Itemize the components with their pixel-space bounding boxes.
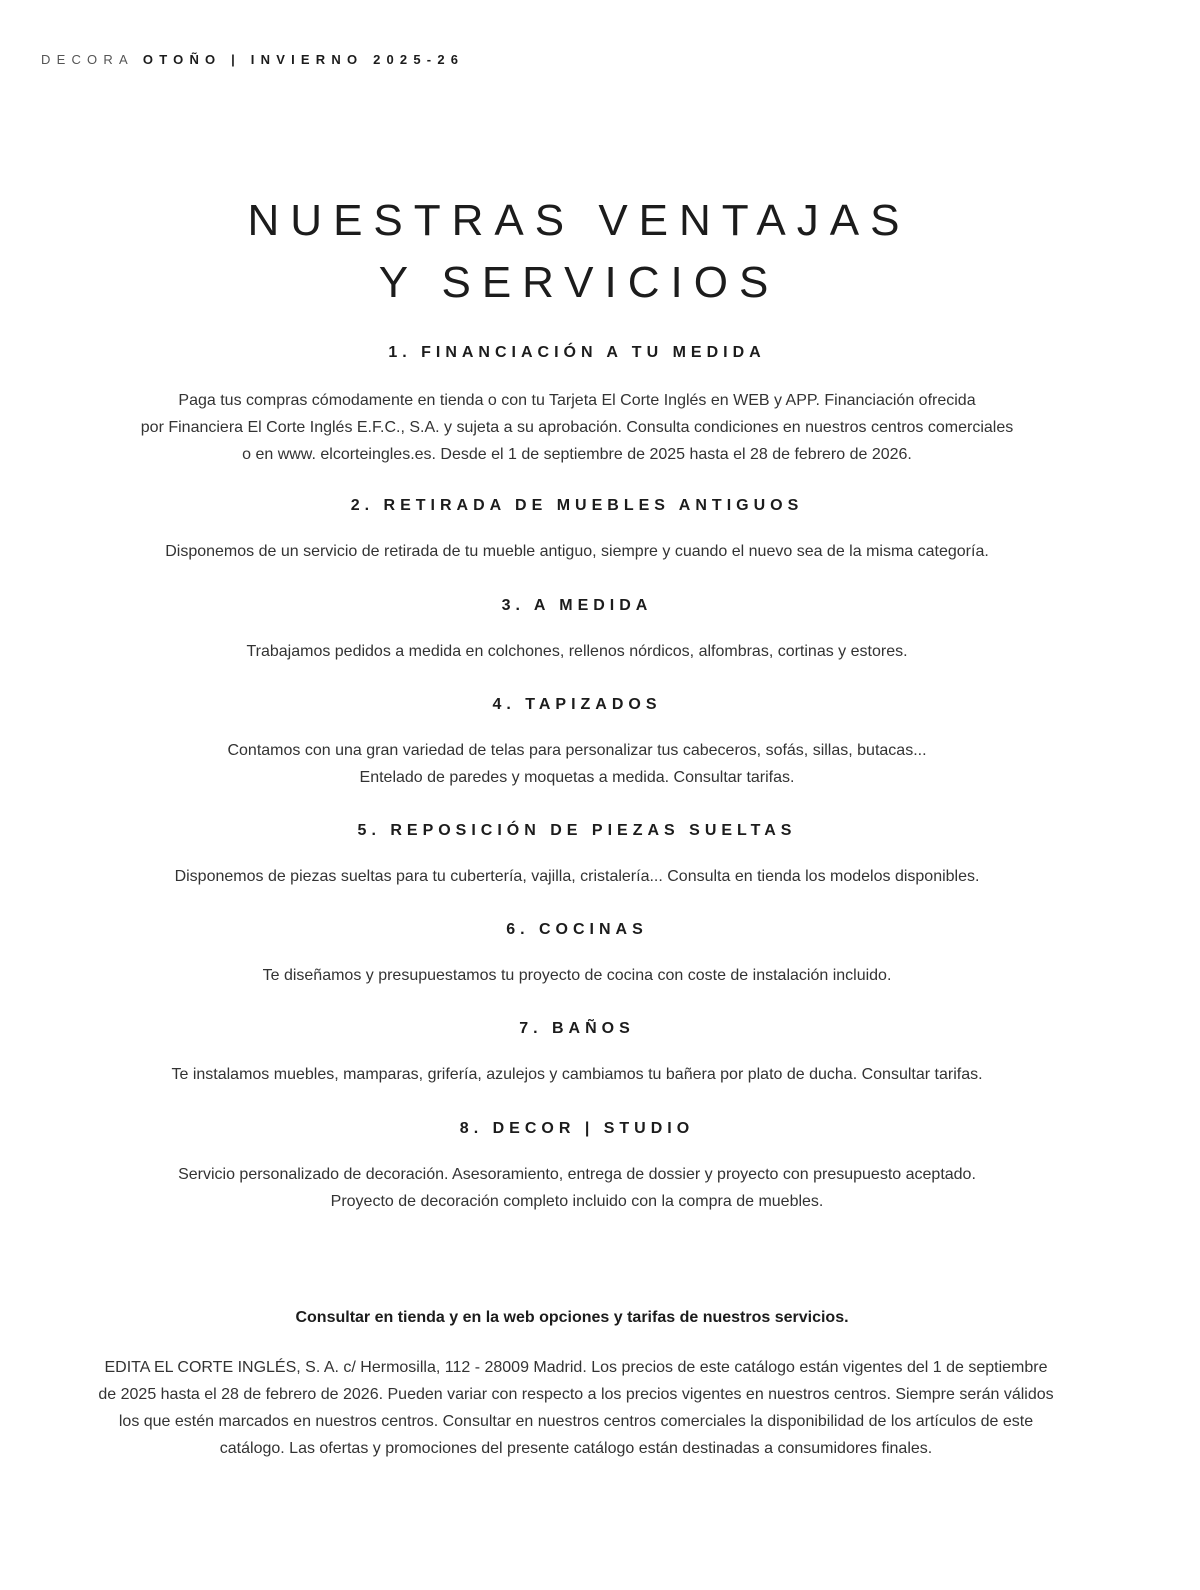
section-tapizados [0, 695, 1154, 791]
section-line: o en www. elcorteingles.es. Desde el 1 de septiembre de 2025 hasta el 28 de febrero de 2026. [242, 446, 912, 463]
section-body [0, 538, 1154, 565]
section-line: por Financiera El Corte Inglés E.F.C., S.A. y sujeta a su aprobación. Consulta condiciones en nuestros centros comerciales [140, 419, 1014, 436]
section-heading: 8. DECOR | STUDIO [459, 1120, 695, 1137]
section-line: Contamos con una gran variedad de telas para personalizar tus cabeceros, sofás, sillas, butacas... [227, 742, 927, 759]
section-line: Servicio personalizado de decoración. Asesoramiento, entrega de dossier y proyecto con presupuesto aceptado. [178, 1166, 976, 1183]
section-line: Trabajamos pedidos a medida en colchones, rellenos nórdicos, alfombras, cortinas y estores. [246, 643, 908, 660]
section-line: Disponemos de un servicio de retirada de tu mueble antiguo, siempre y cuando el nuevo sea de la misma categoría. [165, 543, 989, 560]
header-brand: DECORA [41, 52, 134, 67]
section-heading: 5. REPOSICIÓN DE PIEZAS SUELTAS [357, 822, 797, 839]
section-decor-studio [0, 1119, 1154, 1215]
legal-line: catálogo. Las ofertas y promociones del presente catálogo están destinadas a consumidores finales. [219, 1440, 933, 1457]
section-body [0, 638, 1154, 665]
section-body [0, 1161, 1154, 1215]
section-line: Entelado de paredes y moquetas a medida. Consultar tarifas. [359, 769, 795, 786]
section-a-medida [0, 596, 1154, 665]
legal-line: los que estén marcados en nuestros centros. Consultar en nuestros centros comerciales la disponibilidad de los artículos de este [118, 1413, 1034, 1430]
section-heading: 4. TAPIZADOS [492, 696, 662, 713]
section-body [0, 737, 1154, 791]
consult-note: Consultar en tienda y en la web opciones y tarifas de nuestros servicios. [295, 1309, 849, 1326]
section-heading: 2. RETIRADA DE MUEBLES ANTIGUOS [350, 497, 804, 514]
catalog-header [41, 52, 464, 67]
section-cocinas [0, 920, 1154, 989]
section-banos [0, 1019, 1154, 1088]
section-body [0, 1061, 1154, 1088]
section-reposicion [0, 821, 1154, 890]
section-heading: 7. BAÑOS [519, 1020, 635, 1037]
section-heading: 1. FINANCIACIÓN A TU MEDIDA [388, 344, 766, 361]
section-heading: 3. A MEDIDA [501, 597, 653, 614]
section-line: Paga tus compras cómodamente en tienda o con tu Tarjeta El Corte Inglés en WEB y APP. Financiación ofrecida [178, 392, 976, 409]
section-heading: 6. COCINAS [506, 921, 648, 938]
header-season: OTOÑO | INVIERNO 2025-26 [142, 52, 465, 67]
section-line: Proyecto de decoración completo incluido con la compra de muebles. [330, 1193, 824, 1210]
page-title-line-1: NUESTRAS VENTAJAS [247, 196, 911, 245]
section-body [0, 387, 1154, 468]
legal-notice [0, 1354, 1152, 1462]
section-line: Te instalamos muebles, mamparas, grifería, azulejos y cambiamos tu bañera por plato de ducha. Consultar tarifas. [171, 1066, 983, 1083]
page-title [0, 190, 1158, 314]
section-retirada [0, 496, 1154, 565]
section-line: Disponemos de piezas sueltas para tu cubertería, vajilla, cristalería... Consulta en tienda los modelos disponibles. [174, 868, 980, 885]
section-line: Te diseñamos y presupuestamos tu proyecto de cocina con coste de instalación incluido. [262, 967, 892, 984]
section-body [0, 962, 1154, 989]
section-financiacion [0, 343, 1154, 468]
legal-line: de 2025 hasta el 28 de febrero de 2026. Pueden variar con respecto a los precios vigentes en nuestros centros. Siempre serán válidos [98, 1386, 1054, 1403]
page-title-line-2: Y SERVICIOS [378, 258, 780, 307]
section-body [0, 863, 1154, 890]
legal-line: EDITA EL CORTE INGLÉS, S. A. c/ Hermosilla, 112 - 28009 Madrid. Los precios de este catálogo están vigentes del 1 de septiembre [104, 1359, 1048, 1376]
